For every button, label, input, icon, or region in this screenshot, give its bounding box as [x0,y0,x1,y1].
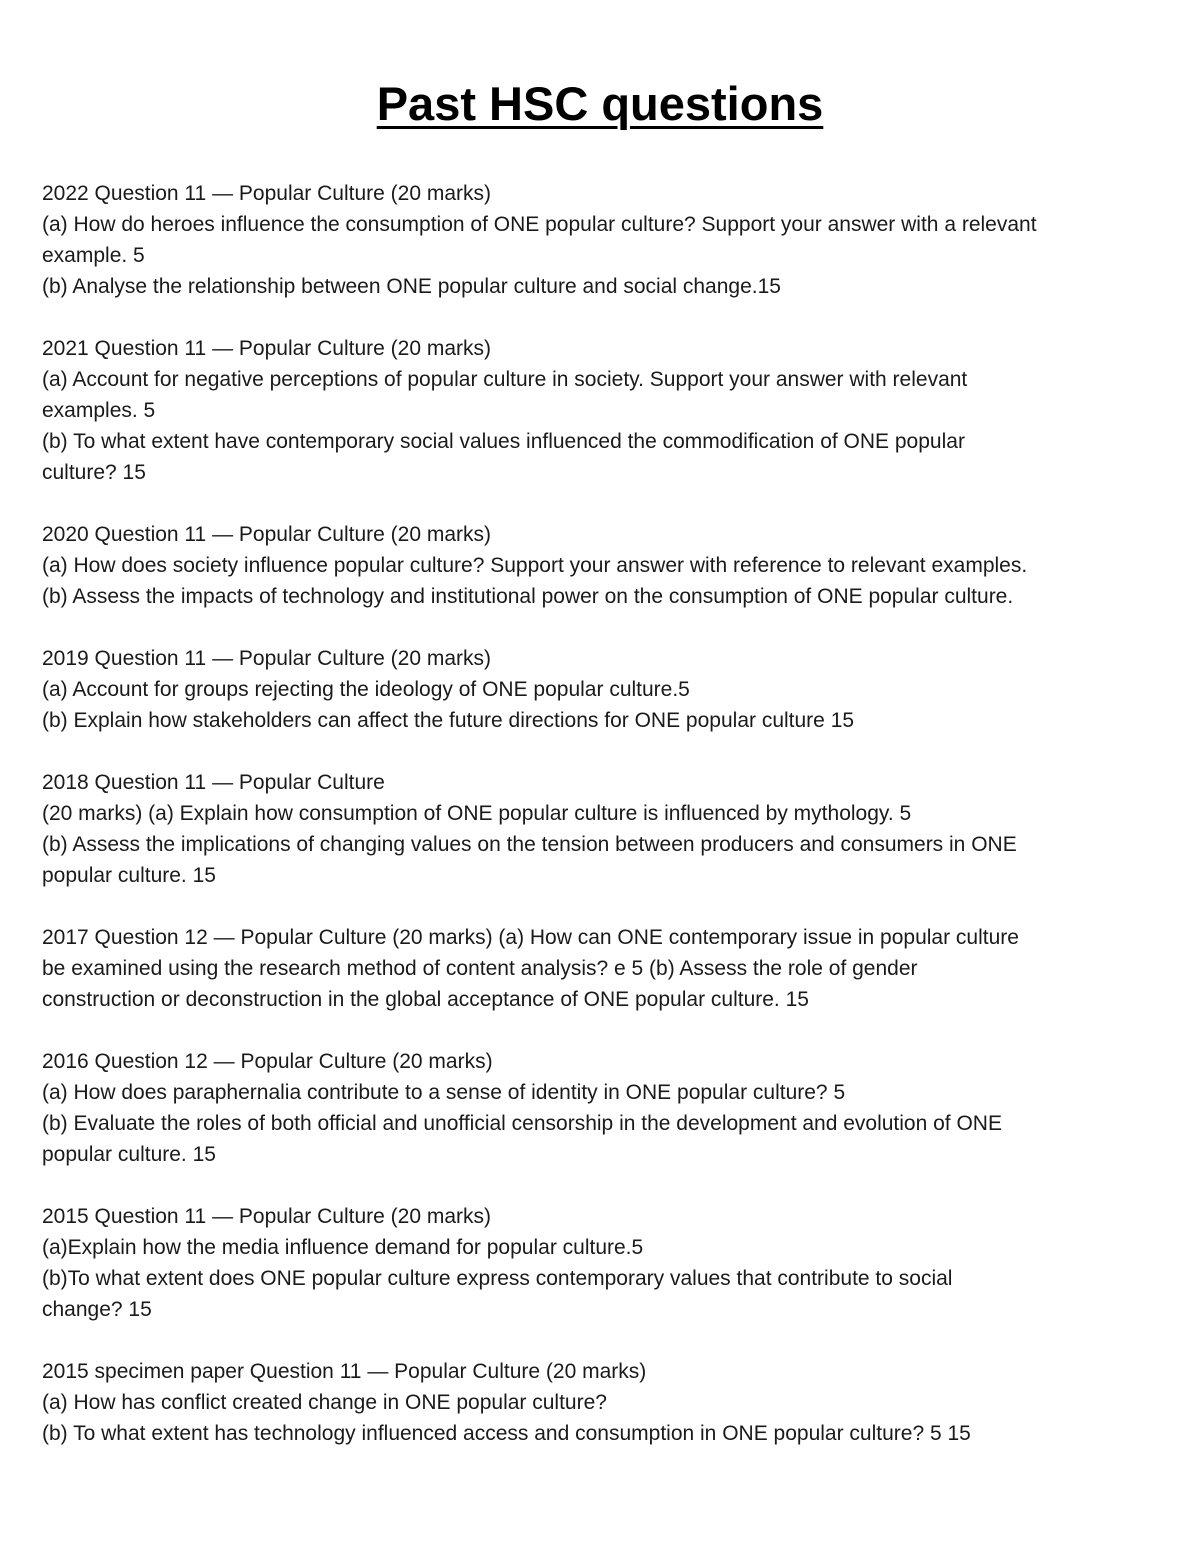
question-block-2015 [42,1201,1172,1325]
question-text-line: (20 marks) (a) Explain how consumption of ONE popular culture is influenced by mythology. 5 [42,802,912,825]
question-heading: 2021 Question 11 — Popular Culture (20 marks) [42,337,491,360]
question-text-line: example. 5 [42,244,145,267]
question-text-line: (a) How has conflict created change in ONE popular culture? [42,1391,607,1414]
question-text-line: examples. 5 [42,399,156,422]
question-text-line: culture? 15 [42,461,146,484]
question-list [42,178,1172,1480]
question-text-line: (a) Account for negative perceptions of popular culture in society. Support your answer with relevant [42,368,968,391]
question-heading: 2016 Question 12 — Popular Culture (20 marks) [42,1050,493,1073]
question-text-line: (b) To what extent have contemporary social values influenced the commodification of ONE popular [42,430,965,453]
question-text-line: popular culture. 15 [42,1143,216,1166]
question-text-line: (a) Account for groups rejecting the ideology of ONE popular culture.5 [42,678,690,701]
question-block-2016 [42,1046,1172,1170]
question-text-line: be examined using the research method of content analysis? e 5 (b) Assess the role of gender [42,957,918,980]
question-text-line: (a) How do heroes influence the consumption of ONE popular culture? Support your answer with a relevant [42,213,1037,236]
question-heading: 2022 Question 11 — Popular Culture (20 marks) [42,182,491,205]
question-text-line: (a) How does society influence popular culture? Support your answer with reference to relevant examples. [42,554,1028,577]
question-text-line: (b) Explain how stakeholders can affect the future directions for ONE popular culture 15 [42,709,855,732]
page-title: Past HSC questions [376,77,824,130]
question-block-2015-specimen [42,1356,1172,1449]
question-heading: 2015 Question 11 — Popular Culture (20 marks) [42,1205,491,1228]
question-text-line: popular culture. 15 [42,864,216,887]
question-heading: 2018 Question 11 — Popular Culture [42,771,385,794]
question-text-line: (b) To what extent has technology influenced access and consumption in ONE popular culture? 5 15 [42,1422,971,1445]
question-block-2021 [42,333,1172,488]
question-heading: 2015 specimen paper Question 11 — Popular Culture (20 marks) [42,1360,647,1383]
question-block-2020 [42,519,1172,612]
question-text-line: (a)Explain how the media influence demand for popular culture.5 [42,1236,644,1259]
question-heading: 2017 Question 12 — Popular Culture (20 marks) (a) How can ONE contemporary issue in popular culture [42,926,1019,949]
question-heading: 2019 Question 11 — Popular Culture (20 marks) [42,647,491,670]
question-block-2022 [42,178,1172,302]
question-text-line: construction or deconstruction in the global acceptance of ONE popular culture. 15 [42,988,809,1011]
question-heading: 2020 Question 11 — Popular Culture (20 marks) [42,523,491,546]
question-text-line: (b)To what extent does ONE popular culture express contemporary values that contribute to social [42,1267,953,1290]
question-text-line: (b) Assess the impacts of technology and institutional power on the consumption of ONE popular culture. [42,585,1014,608]
question-block-2019 [42,643,1172,736]
question-block-2017 [42,922,1172,1015]
question-text-line: (b) Analyse the relationship between ONE popular culture and social change.15 [42,275,781,298]
question-block-2018 [42,767,1172,891]
question-text-line: (b) Assess the implications of changing values on the tension between producers and consumers in ONE [42,833,1017,856]
question-text-line: (b) Evaluate the roles of both official and unofficial censorship in the development and evolution of ONE [42,1112,1002,1135]
question-text-line: (a) How does paraphernalia contribute to a sense of identity in ONE popular culture? 5 [42,1081,846,1104]
question-text-line: change? 15 [42,1298,152,1321]
